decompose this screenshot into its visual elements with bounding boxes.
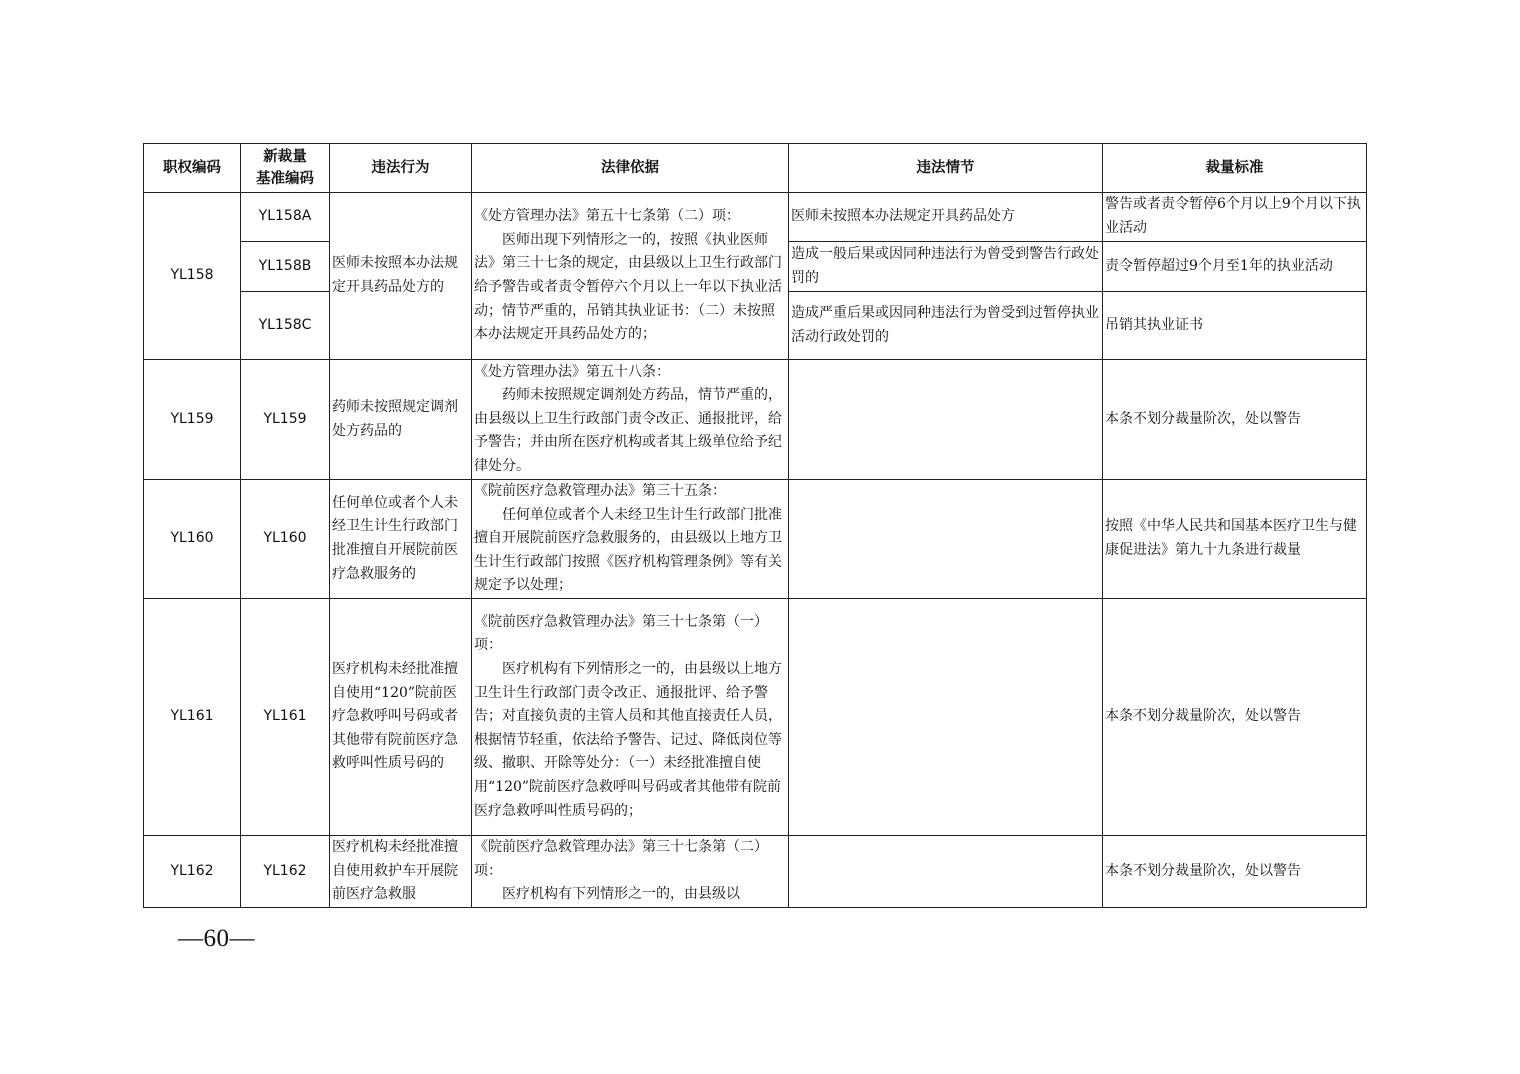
legal-basis-text: 药师未按照规定调剂处方药品，情节严重的，由县级以上卫生行政部门责令改正、通报批评，给予警告；并由所在医疗机构或者其上级单位给予纪律处分。	[474, 387, 782, 474]
legal-basis	[472, 193, 789, 360]
new-code: YL158B	[241, 242, 330, 292]
illegal-act: 药师未按照规定调剂处方药品的	[330, 360, 472, 480]
circumstance	[789, 599, 1103, 836]
authority-code: YL161	[144, 599, 241, 836]
legal-basis-title: 《院前医疗急救管理办法》第三十五条：	[474, 483, 726, 500]
legal-basis	[472, 360, 789, 480]
table-row	[144, 599, 1367, 836]
header-new-code-line2: 基准编码	[256, 171, 314, 187]
standard: 本条不划分裁量阶次，处以警告	[1103, 599, 1367, 836]
page-number: —60—	[178, 925, 255, 952]
circumstance: 造成一般后果或因同种违法行为曾受到警告行政处罚的	[789, 242, 1103, 292]
header-new-code-line1: 新裁量	[263, 149, 307, 165]
legal-basis-title: 《院前医疗急救管理办法》第三十七条第（一）项：	[474, 613, 768, 654]
legal-basis-text: 医疗机构有下列情形之一的，由县级以	[502, 886, 740, 903]
authority-code: YL162	[144, 836, 241, 908]
table-row	[144, 836, 1367, 908]
new-code: YL158C	[241, 292, 330, 360]
penalty-standard-table	[143, 143, 1367, 908]
circumstance	[789, 360, 1103, 480]
legal-basis	[472, 480, 789, 599]
legal-basis-text: 医师出现下列情形之一的，按照《执业医师法》第三十七条的规定，由县级以上卫生行政部门给予警告或者责令暂停六个月以上一年以下执业活动；情节严重的，吊销其执业证书：（二）未按照本办法规定开具药品处方的；	[474, 231, 782, 343]
standard: 按照《中华人民共和国基本医疗卫生与健康促进法》第九十九条进行裁量	[1103, 480, 1367, 599]
legal-basis	[472, 599, 789, 836]
legal-basis-title: 《院前医疗急救管理办法》第三十七条第（二）项：	[474, 839, 768, 879]
header-illegal-act: 违法行为	[330, 144, 472, 193]
legal-basis-title: 《处方管理办法》第五十八条：	[474, 363, 670, 380]
new-code: YL160	[241, 480, 330, 599]
circumstance: 造成严重后果或因同种违法行为曾受到过暂停执业活动行政处罚的	[789, 292, 1103, 360]
standard: 本条不划分裁量阶次，处以警告	[1103, 360, 1367, 480]
authority-code: YL160	[144, 480, 241, 599]
circumstance	[789, 836, 1103, 908]
table-header-row	[144, 144, 1367, 193]
legal-basis-text: 任何单位或者个人未经卫生计生行政部门批准擅自开展院前医疗急救服务的，由县级以上地方卫生计生行政部门按照《医疗机构管理条例》等有关规定予以处理；	[474, 506, 782, 594]
illegal-act: 任何单位或者个人未经卫生计生行政部门批准擅自开展院前医疗急救服务的	[330, 480, 472, 599]
header-standard: 裁量标准	[1103, 144, 1367, 193]
header-circumstances: 违法情节	[789, 144, 1103, 193]
illegal-act: 医疗机构未经批准擅自使用救护车开展院前医疗急救服	[330, 836, 472, 908]
table-row	[144, 480, 1367, 599]
new-code: YL159	[241, 360, 330, 480]
legal-basis-text: 医疗机构有下列情形之一的，由县级以上地方卫生计生行政部门责令改正、通报批评、给予警告；对直接负责的主管人员和其他直接责任人员，根据情节轻重，依法给予警告、记过、降低岗位等级、撤职、开除等处分：（一）未经批准擅自使用“120”院前医疗急救呼叫号码或者其他带有院前医疗急救呼叫性质号码的；	[474, 661, 782, 819]
standard: 吊销其执业证书	[1103, 292, 1367, 360]
illegal-act: 医疗机构未经批准擅自使用“120”院前医疗急救呼叫号码或者其他带有院前医疗急救呼叫性质号码的	[330, 599, 472, 836]
table-row	[144, 360, 1367, 480]
header-new-code	[241, 144, 330, 193]
standard: 本条不划分裁量阶次，处以警告	[1103, 836, 1367, 908]
legal-basis	[472, 836, 789, 908]
new-code: YL161	[241, 599, 330, 836]
new-code: YL158A	[241, 193, 330, 242]
header-legal-basis: 法律依据	[472, 144, 789, 193]
circumstance: 医师未按照本办法规定开具药品处方	[789, 193, 1103, 242]
circumstance	[789, 480, 1103, 599]
standard: 责令暂停超过9个月至1年的执业活动	[1103, 242, 1367, 292]
header-authority-code: 职权编码	[144, 144, 241, 193]
standard: 警告或者责令暂停6个月以上9个月以下执业活动	[1103, 193, 1367, 242]
table-row	[144, 193, 1367, 242]
illegal-act: 医师未按照本办法规定开具药品处方的	[330, 193, 472, 360]
new-code: YL162	[241, 836, 330, 908]
legal-basis-title: 《处方管理办法》第五十七条第（二）项：	[474, 208, 740, 225]
authority-code: YL159	[144, 360, 241, 480]
authority-code: YL158	[144, 193, 241, 360]
